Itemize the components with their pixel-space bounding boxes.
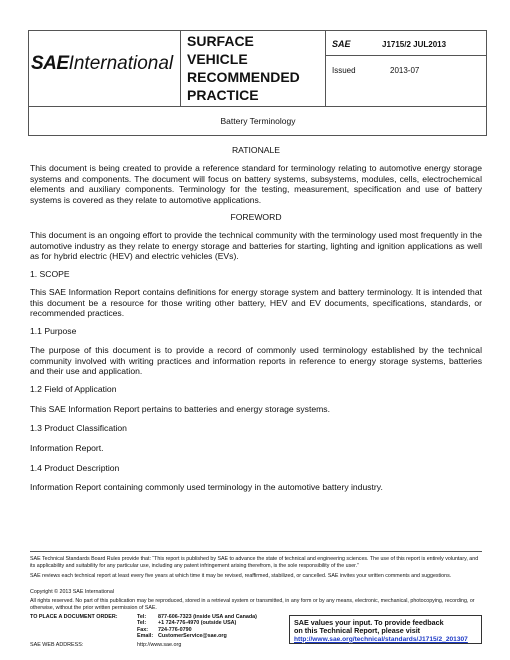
tel2-number[interactable]: +1 724-776-4970 (outside USA): [158, 620, 237, 626]
sae-international-logo: [31, 53, 181, 77]
fax-number: 724-776-0790: [158, 627, 192, 633]
rationale-heading: RATIONALE: [231, 145, 281, 155]
rationale-text: This document is being created to provide a reference standard for terminology relating to automotive energy storage systems and components. The document will focus on battery systems, subsystems, modules, cells, electrochemical elements and auxiliary components. Terminology for the testing, measurement, specification and use of battery systems is covered as they relate to automotive applications.: [30, 163, 482, 205]
issued-date: 2013-07: [390, 66, 420, 75]
field-text: This SAE Information Report pertains to batteries and energy storage systems.: [30, 404, 330, 414]
scope-text: This SAE Information Report contains definitions for energy storage system and battery terminology. It is intended that this document be a resource for those writing other battery, HEV and EV documents, specifications, standards, or recommended practices.: [30, 287, 482, 319]
document-header: [28, 30, 487, 136]
copyright-text: Copyright © 2013 SAE International: [30, 589, 114, 595]
email-label: Email:: [137, 633, 154, 639]
sae-mark: SAE: [332, 39, 351, 49]
document-number: J1715/2 JUL2013: [382, 40, 447, 49]
fax-label: Fax:: [137, 627, 149, 633]
header-divider: [325, 55, 487, 56]
feedback-line: on this Technical Report, please visit: [294, 626, 421, 636]
document-subject: Battery Terminology: [220, 116, 296, 126]
feedback-box: [289, 615, 482, 644]
purpose-text: The purpose of this document is to provide a record of commonly used terminology established by the technical community involved with writing practices and information reports in reference to energy storage systems, batteries and their use and application.: [30, 345, 482, 377]
document-type-title: [187, 32, 323, 104]
web-link[interactable]: http://www.sae.org: [137, 642, 182, 648]
description-heading: 1.4 Product Description: [30, 463, 120, 473]
email-link[interactable]: CustomerService@sae.org: [158, 633, 227, 639]
title-line: PRACTICE: [187, 87, 259, 103]
order-label: TO PLACE A DOCUMENT ORDER:: [30, 614, 118, 620]
scope-heading: 1. SCOPE: [30, 269, 70, 279]
feedback-link[interactable]: http://www.sae.org/technical/standards/J1715/2_201307: [294, 635, 468, 643]
board-rules-text: SAE Technical Standards Board Rules provide that: “This report is published by SAE to advance the state of technical and engineering sciences. The use of this report is entirely voluntary, and its applicability and suitability for any particular use, including any patent infringement arising therefrom, is the sole responsibility of the user.”: [30, 556, 479, 569]
foreword-heading: FOREWORD: [230, 212, 282, 222]
title-line: RECOMMENDED: [187, 69, 300, 85]
field-heading: 1.2 Field of Application: [30, 384, 117, 394]
tel-label: Tel:: [137, 614, 147, 620]
title-line: VEHICLE: [187, 51, 248, 67]
footer-divider: [30, 551, 482, 552]
classification-heading: 1.3 Product Classification: [30, 423, 127, 433]
review-text: SAE reviews each technical report at least every five years at which time it may be revised, reaffirmed, stabilized, or cancelled. SAE invites your written comments and suggestions.: [30, 573, 452, 579]
rights-text: All rights reserved. No part of this publication may be reproduced, stored in a retrieval system or transmitted, in any form or by any means, electronic, mechanical, photocopying, recording, or otherwise, without the prior written permission of SAE.: [30, 598, 475, 611]
issued-label: Issued: [332, 66, 356, 75]
feedback-line: SAE values your input. To provide feedback: [294, 618, 444, 627]
title-line: SURFACE: [187, 33, 254, 49]
tel-number[interactable]: 877-606-7323 (inside USA and Canada): [158, 614, 257, 620]
description-text: Information Report containing commonly used terminology in the automotive battery industry.: [30, 482, 383, 492]
logo-sae: SAE: [31, 53, 69, 74]
header-divider: [325, 31, 326, 106]
purpose-heading: 1.1 Purpose: [30, 326, 77, 336]
foreword-text: This document is an ongoing effort to provide the technical community with the terminology used most frequently in the automotive industry as they relate to energy storage and batteries for starting, lighting and ignition applications as well as for hybrid electric (HEV) and electric vehicles (EVs).: [30, 230, 482, 262]
logo-international: International: [68, 53, 174, 74]
tel2-label: Tel:: [137, 620, 147, 626]
classification-text: Information Report.: [30, 443, 104, 453]
web-label: SAE WEB ADDRESS:: [30, 642, 84, 648]
